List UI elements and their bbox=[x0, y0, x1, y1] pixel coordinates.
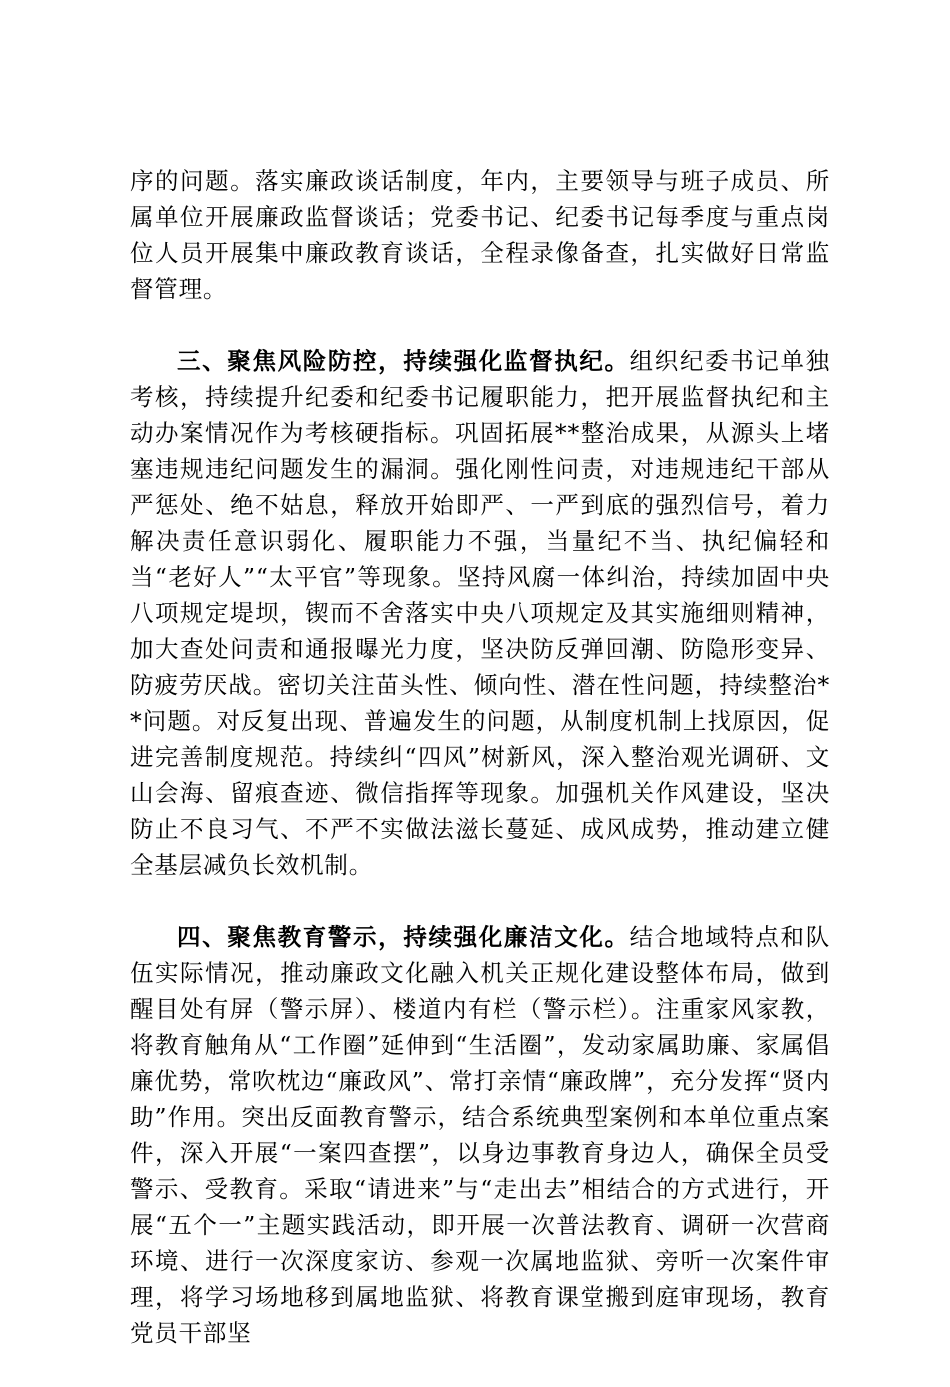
paragraph-body: 结合地域特点和队伍实际情况，推动廉政文化融入机关正规化建设整体布局，做到醒目处有屏（警示屏）、楼道内有栏（警示栏）。注重家风家教，将教育触角从“工作圈”延伸到“生活圈”，发动家属助廉、家属倡廉优势，常吹枕边“廉政风”、常打亲情“廉政牌”，充分发挥“贤内助”作用。突出反面教育警示，结合系统典型案例和本单位重点案件，深入开展“一案四查摆”，以身边事教育身边人，确保全员受警示、受教育。采取“请进来”与“走出去”相结合的方式进行，开展“五个一”主题实践活动，即开展一次普法教育、调研一次营商环境、进行一次深度家访、参观一次属地监狱、旁听一次案件审理，将学习场地移到属地监狱、将教育课堂搬到庭审现场，教育党员干部坚 bbox=[130, 923, 830, 1347]
section-heading: 三、聚焦风险防控，持续强化监督执纪。 bbox=[177, 347, 630, 375]
paragraph-body: 组织纪委书记单独考核，持续提升纪委和纪委书记履职能力，把开展监督执纪和主动办案情况作为考核硬指标。巩固拓展**整治成果，从源头上堵塞违规违纪问题发生的漏洞。强化刚性问责，对违规违纪干部从严惩处、绝不姑息，释放开始即严、一严到底的强烈信号，着力解决责任意识弱化、履职能力不强，当量纪不当、执纪偏轻和当“老好人”“太平官”等现象。坚持风腐一体纠治，持续加固中央八项规定堤坝，锲而不舍落实中央八项规定及其实施细则精神，加大查处问责和通报曝光力度，坚决防反弹回潮、防隐形变异、防疲劳厌战。密切关注苗头性、倾向性、潜在性问题，持续整治**问题。对反复出现、普遍发生的问题，从制度机制上找原因，促进完善制度规范。持续纠“四风”树新风，深入整治观光调研、文山会海、留痕查迹、微信指挥等现象。加强机关作风建设，坚决防止不良习气、不严不实做法滋长蔓延、成风成势，推动建立健全基层减负长效机制。 bbox=[130, 347, 830, 879]
paragraph-section-3 bbox=[130, 343, 830, 883]
paragraph-body: 序的问题。落实廉政谈话制度，年内，主要领导与班子成员、所属单位开展廉政监督谈话；党委书记、纪委书记每季度与重点岗位人员开展集中廉政教育谈话，全程录像备查，扎实做好日常监督管理。 bbox=[130, 167, 830, 303]
paragraph-continuation bbox=[130, 163, 830, 307]
paragraph-section-4 bbox=[130, 919, 830, 1351]
document-page bbox=[130, 163, 830, 1387]
section-heading: 四、聚焦教育警示，持续强化廉洁文化。 bbox=[177, 923, 630, 951]
